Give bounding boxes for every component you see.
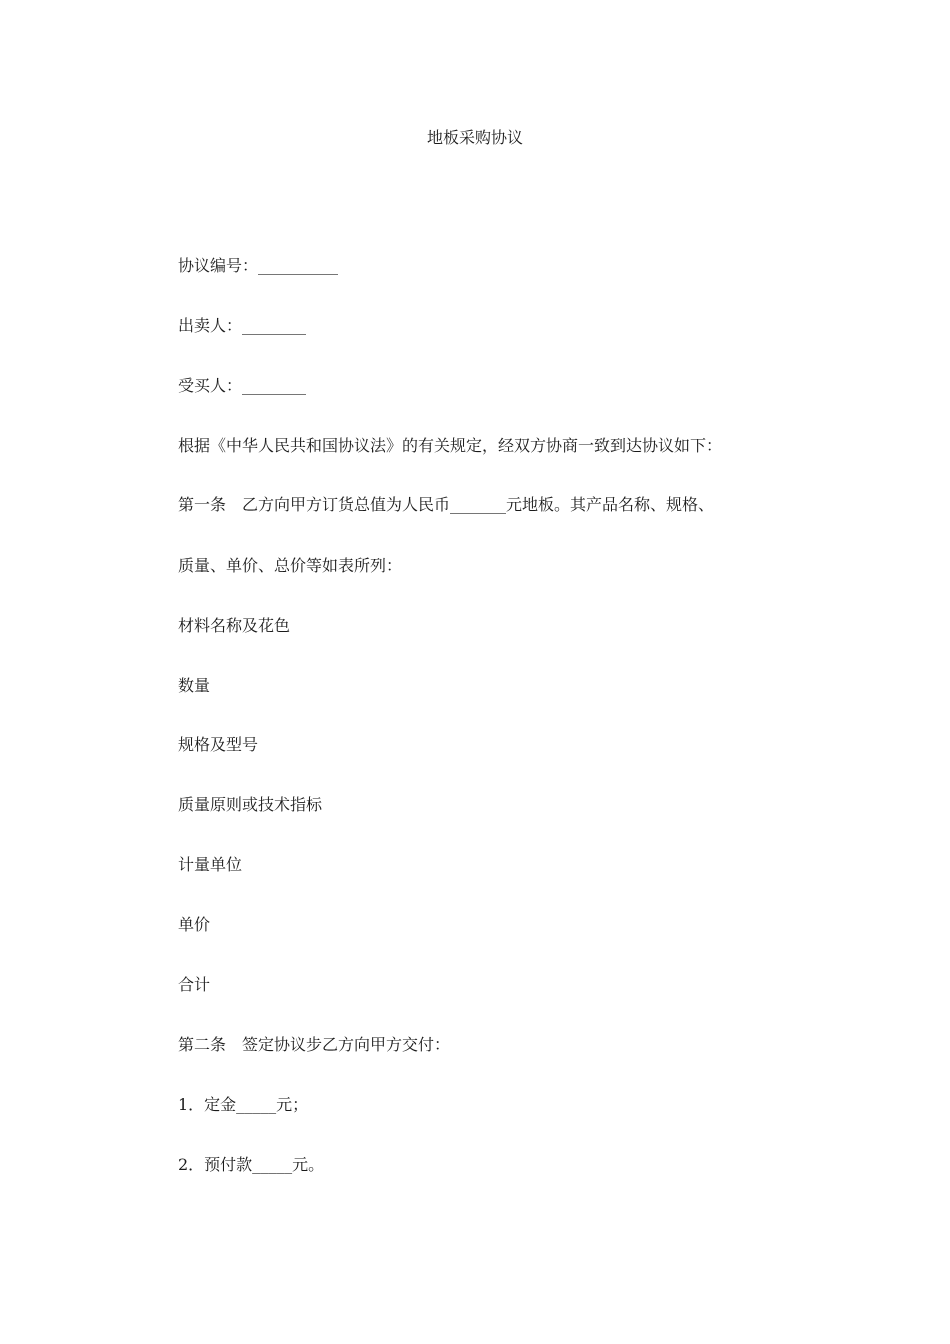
agreement-number-line: 协议编号：__________ (178, 256, 339, 275)
article-1-continued-line: 质量、单价、总价等如表所列： (178, 556, 403, 575)
prepayment-line: 2．预付款_____元。 (178, 1155, 325, 1174)
table-item-unit: 计量单位 (178, 855, 243, 874)
deposit-line: 1．定金_____元； (178, 1095, 309, 1114)
buyer-line: 受买人：________ (178, 376, 307, 395)
table-item-total: 合计 (178, 975, 211, 994)
table-item-spec-model: 规格及型号 (178, 735, 259, 754)
table-item-unit-price: 单价 (178, 915, 211, 934)
preamble-line: 根据《中华人民共和国协议法》的有关规定，经双方协商一致到达协议如下： (178, 436, 723, 455)
table-item-material-name: 材料名称及花色 (178, 616, 291, 635)
article-1-line: 第一条 乙方向甲方订货总值为人民币_______元地板。其产品名称、规格、 (178, 495, 715, 514)
seller-line: 出卖人：________ (178, 316, 307, 335)
article-2-line: 第二条 签定协议步乙方向甲方交付： (178, 1035, 451, 1054)
table-item-quality-standard: 质量原则或技术指标 (178, 795, 323, 814)
table-item-quantity: 数量 (178, 676, 211, 695)
document-title: 地板采购协议 (426, 128, 523, 147)
